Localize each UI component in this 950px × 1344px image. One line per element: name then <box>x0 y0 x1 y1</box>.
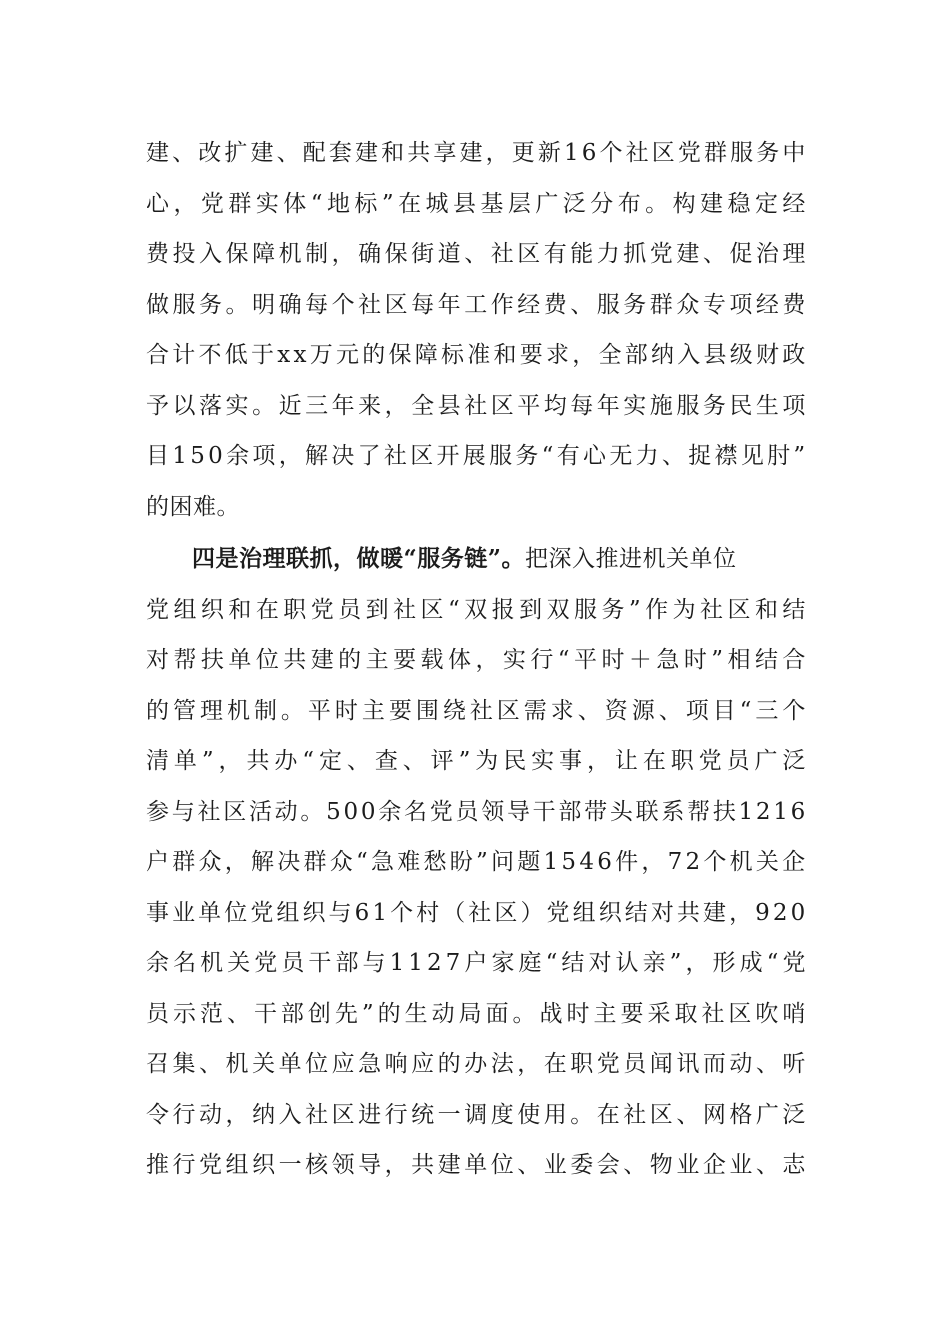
paragraph-line: 清 单 ” ， 共 办 “ 定 、 查 、 评 ” 为 民 实 事 ， 让 在 职 党 员 广 泛 <box>146 748 806 774</box>
paragraph-line: 予 以 落 实 。 近 三 年 来 ， 全 县 社 区 平 均 每 年 实 施 服 务 民 生 项 <box>146 392 806 419</box>
paragraph-line: 对 帮 扶 单 位 共 建 的 主 要 载 体 ， 实 行 “ 平 时 ＋ 急 时 ” 相 结 合 <box>146 647 806 673</box>
paragraph-line: 做 服 务 。 明 确 每 个 社 区 每 年 工 作 经 费 、 服 务 群 众 专 项 经 费 <box>146 291 806 318</box>
paragraph-line: 事 业 单 位 党 组 织 与 6 1 个 村 （ 社 区 ） 党 组 织 结 对 共 建 ， 9 2 0 <box>146 899 806 926</box>
paragraph-line: 参 与 社 区 活 动 。 5 0 0 余 名 党 员 领 导 干 部 带 头 联 系 帮 扶 1 2 1 6 <box>146 798 806 825</box>
paragraph-line: 户 群 众 ， 解 决 群 众 “ 急 难 愁 盼 ” 问 题 1 5 4 6 件 ， 7 2 个 机 关 企 <box>146 849 806 875</box>
paragraph-line: 的困难。 <box>146 493 240 520</box>
paragraph-line: 的 管 理 机 制 。 平 时 主 要 围 绕 社 区 需 求 、 资 源 、 项 目 “ 三 个 <box>146 697 806 724</box>
paragraph-line: 召 集 、 机 关 单 位 应 急 响 应 的 办 法 ， 在 职 党 员 闻 讯 而 动 、 听 <box>146 1051 806 1077</box>
paragraph-line: 目 1 5 0 余 项 ， 解 决 了 社 区 开 展 服 务 “ 有 心 无 力 、 捉 襟 见 肘 ” <box>146 443 806 469</box>
paragraph-line: 余 名 机 关 党 员 干 部 与 1 1 2 7 户 家 庭 “ 结 对 认 亲 ” ， 形 成 “ 党 <box>146 950 806 976</box>
paragraph-line: 令 行 动 ， 纳 入 社 区 进 行 统 一 调 度 使 用 。 在 社 区 、 网 格 广 泛 <box>146 1101 806 1128</box>
paragraph-1 <box>146 128 806 532</box>
paragraph-line: 党 组 织 和 在 职 党 员 到 社 区 “ 双 报 到 双 服 务 ” 作 为 社 区 和 结 <box>146 596 806 623</box>
paragraph-heading: 四是治理联抓，做暖“服务链”。 <box>192 545 525 572</box>
paragraph-first-line <box>146 534 806 585</box>
paragraph-line: 心 ， 党 群 实 体 “ 地 标 ” 在 城 县 基 层 广 泛 分 布 。 构 建 稳 定 经 <box>146 190 806 217</box>
paragraph-line: 合 计 不 低 于 x x 万 元 的 保 障 标 准 和 要 求 ， 全 部 纳 入 县 级 财 政 <box>146 342 806 368</box>
paragraph-2 <box>146 534 806 1191</box>
paragraph-line: 推 行 党 组 织 一 核 领 导 ， 共 建 单 位 、 业 委 会 、 物 业 企 业 、 志 <box>146 1152 806 1178</box>
paragraph-first-line-text: 把深入推进机关单位 <box>524 546 737 572</box>
paragraph-line: 员 示 范 、 干 部 创 先 ” 的 生 动 局 面 。 战 时 主 要 采 取 社 区 吹 哨 <box>146 1000 806 1027</box>
paragraph-line: 建 、 改 扩 建 、 配 套 建 和 共 享 建 ， 更 新 1 6 个 社 区 党 群 服 务 中 <box>146 140 806 166</box>
paragraph-line: 费 投 入 保 障 机 制 ， 确 保 街 道 、 社 区 有 能 力 抓 党 建 、 促 治 理 <box>146 241 806 267</box>
